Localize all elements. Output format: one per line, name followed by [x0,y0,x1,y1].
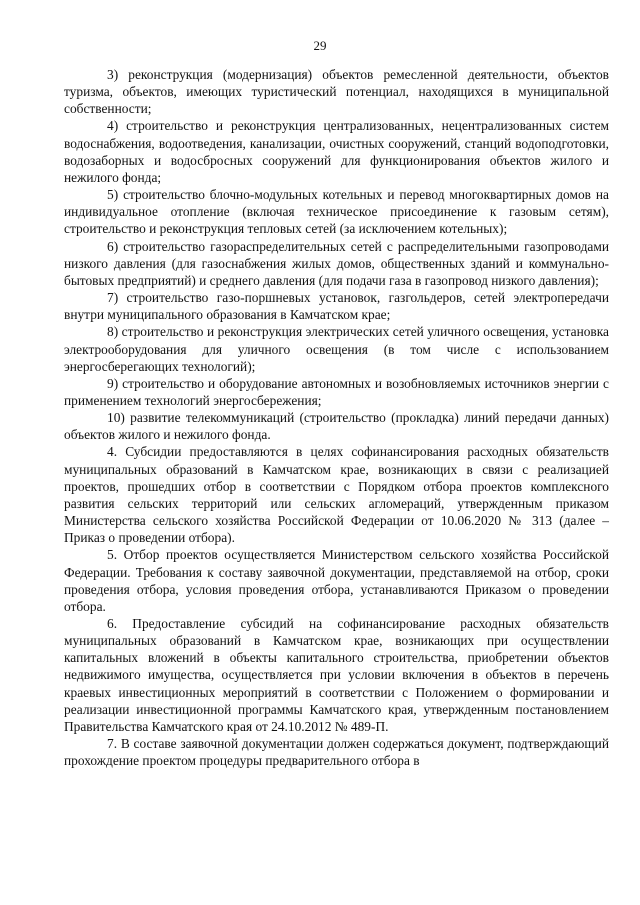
paragraph-clause-4: 4. Субсидии предоставляются в целях софинансирования расходных обязательств муниципальных образований в Камчатском крае, возникающих в связи с реализацией проектов, прошедших отбор в соответствии с Порядком отбора проектов комплексного развития сельских территорий или сельских агломераций, утвержденным приказом Министерства сельского хозяйства Российской Федерации от 10.06.2020 № 313 (далее – Приказ о проведении отбора). [64,444,609,546]
paragraph-item-4: 4) строительство и реконструкция централизованных, нецентрализованных систем водоснабжения, водоотведения, канализации, очистных сооружений, станций водоподготовки, водозаборных и водосбросных сооружений для функционирования объектов жилого и нежилого фонда; [64,118,609,185]
page-number: 29 [313,38,327,53]
paragraph-item-7: 7) строительство газо-поршневых установок, газгольдеров, сетей электропередачи внутри муниципального образования в Камчатском крае; [64,290,609,323]
paragraph-item-9: 9) строительство и оборудование автономных и возобновляемых источников энергии с применением технологий энергосбережения; [64,375,609,408]
paragraph-item-10: 10) развитие телекоммуникаций (строительство (прокладка) линий передачи данных) объектов жилого и нежилого фонда. [64,410,609,443]
paragraph-item-5: 5) строительство блочно-модульных котельных и перевод многоквартирных домов на индивидуальное отопление (включая техническое присоединение к газовым сетям), строительство и реконструкция тепловых сетей (за исключением котельных); [64,187,609,237]
paragraph-item-6: 6) строительство газораспределительных сетей с распределительными газопроводами низкого давления (для газоснабжения жилых домов, общественных зданий и коммунально-бытовых предприятий) и среднего давления (для подачи газа в газопровод низкого давления); [64,238,609,288]
paragraph-clause-6: 6. Предоставление субсидий на софинансирование расходных обязательств муниципальных образований в Камчатском крае, возникающих при осуществлении капитальных вложений в объекты капитального строительства, приобретении объектов недвижимого имущества, осуществляется при условии включения в объектов в перечень краевых инвестиционных мероприятий в соответствии с Положением о формировании и реализации инвестиционной программы Камчатского края, утвержденным постановлением Правительства Камчатского края от 24.10.2012 № 489-П. [64,616,609,734]
paragraph-clause-5: 5. Отбор проектов осуществляется Министерством сельского хозяйства Российской Федерации. Требования к составу заявочной документации, представляемой на отбор, сроки проведения отбора, условия проведения отбора, устанавливаются Приказом о проведении отбора. [64,547,609,614]
paragraph-clause-7: 7. В составе заявочной документации должен содержаться документ, подтверждающий прохождение проектом процедуры предварительного отбора в [64,736,609,769]
paragraph-item-3: 3) реконструкция (модернизация) объектов ремесленной деятельности, объектов туризма, объектов, имеющих туристический потенциал, находящихся в муниципальной собственности; [64,67,609,117]
paragraph-item-8: 8) строительство и реконструкция электрических сетей уличного освещения, установка электрооборудования для уличного освещения (в том числе с использованием энергосберегающих технологий); [64,324,609,374]
document-body [64,66,609,769]
